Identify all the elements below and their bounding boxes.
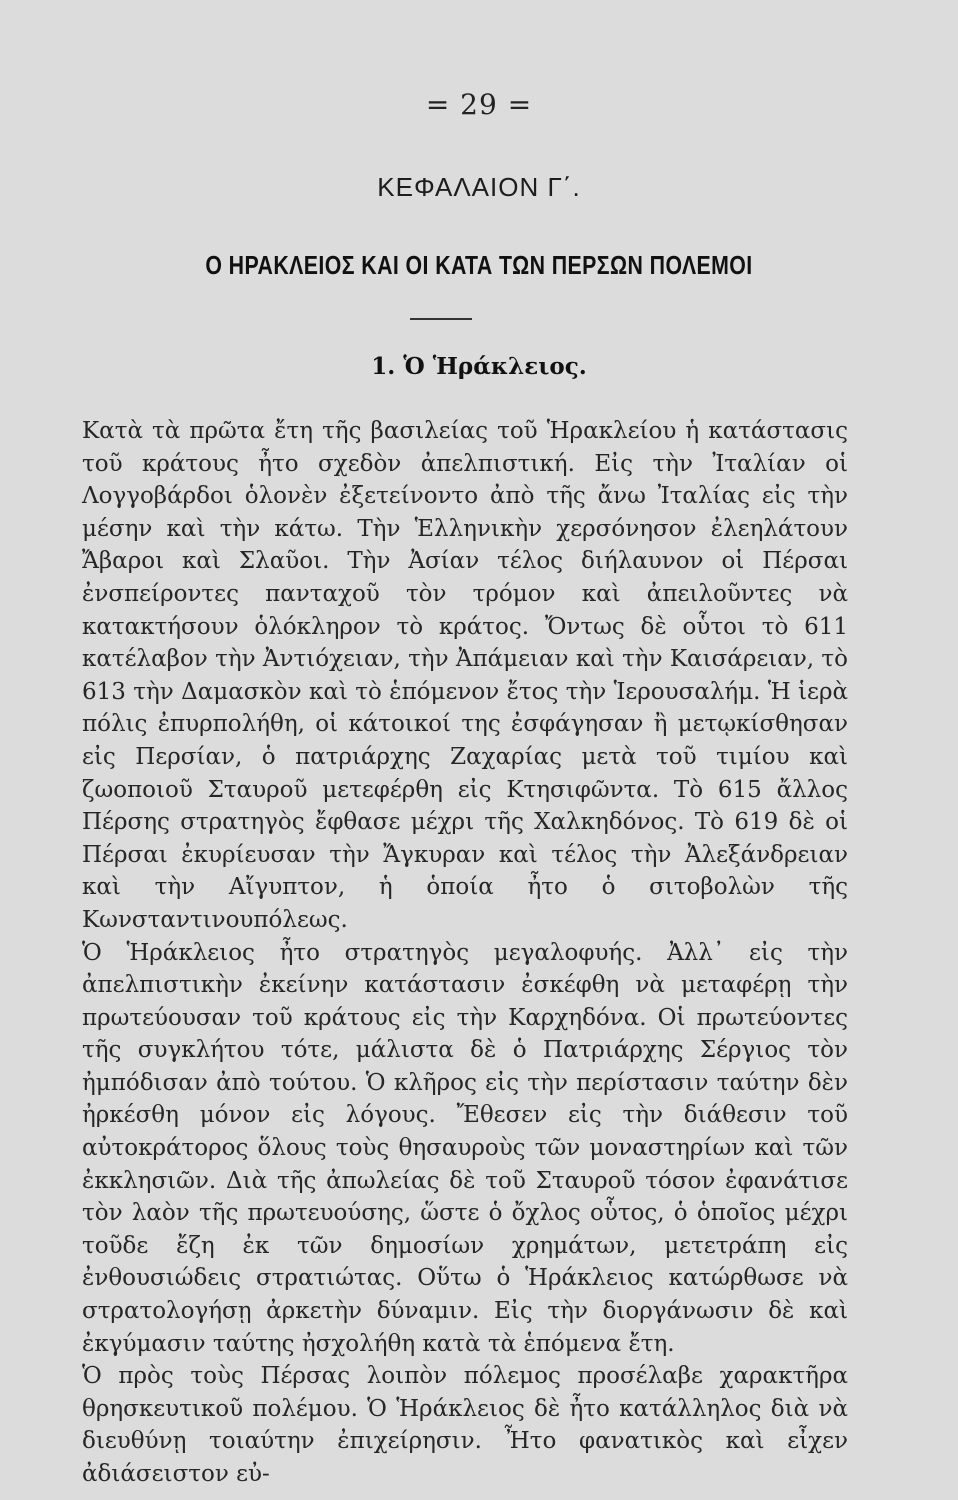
chapter-label: ΚΕΦΑΛΑΙΟΝ Γ΄. [377,172,581,202]
chapter-title: Ο ΗΡΑΚΛΕΙΟΣ ΚΑΙ ΟΙ ΚΑΤΑ ΤΩΝ ΠΕΡΣΩΝ ΠΟΛΕΜΟΙ [205,250,753,280]
paragraph: Ὁ πρὸς τοὺς Πέρσας λοιπὸν πόλεμος προσέλαβε χαρακτῆρα θρησκευτικοῦ πολέμου. Ὁ Ἡράκλειος δὲ ἦτο κατάλληλος διὰ νὰ διευθύνῃ τοιαύτην ἐπιχείρησιν. Ἦτο φανατικὸς καὶ εἶχεν ἀδιάσειστον εὐ- [82,1363,848,1487]
paragraph: Κατὰ τὰ πρῶτα ἔτη τῆς βασιλείας τοῦ Ἡρακλείου ἡ κατάστασις τοῦ κράτους ἦτο σχεδὸν ἀπελπιστική. Εἰς τὴν Ἰταλίαν οἱ Λογγοβάρδοι ὁλονὲν ἐξετείνοντο ἀπὸ τῆς ἄνω Ἰταλίας εἰς τὴν μέσην καὶ τὴν κάτω. Τὴν Ἑλληνικὴν χερσόνησον ἐλεηλάτουν Ἄβαροι καὶ Σλαῦοι. Τὴν Ἀσίαν τέλος διήλαυνον οἱ Πέρσαι ἐνσπείροντες πανταχοῦ τὸν τρόμον καὶ ἀπειλοῦντες νὰ κατακτήσουν ὁλόκληρον τὸ κράτος. Ὄντως δὲ οὗτοι τὸ 611 κατέλαβον τὴν Ἀντιόχειαν, τὴν Ἀπάμειαν καὶ τὴν Καισάρειαν, τὸ 613 τὴν Δαμασκὸν καὶ τὸ ἑπόμενον ἔτος τὴν Ἱερουσαλήμ. Ἡ ἱερὰ πόλις ἐπυρπολήθη, οἱ κάτοικοί της ἐσφάγησαν ἢ μετῳκίσθησαν εἰς Περσίαν, ὁ πατριάρχης Ζαχαρίας μετὰ τοῦ τιμίου καὶ ζωοποιοῦ Σταυροῦ μετεφέρθη εἰς Κτησιφῶντα. Τὸ 615 ἄλλος Πέρσης στρατηγὸς ἔφθασε μέχρι τῆς Χαλκηδόνος. Τὸ 619 δὲ οἱ Πέρσαι ἐκυρίευσαν τὴν Ἄγκυραν καὶ τέλος τὴν Ἀλεξάνδρειαν καὶ τὴν Αἴγυπτον, ἡ ὁποία ἦτο ὁ σιτοβολὼν τῆς Κωνσταντινουπόλεως. [82,418,848,933]
section-heading: 1. Ὁ Ἡράκλειος. [371,353,587,380]
title-divider [410,318,472,320]
body-text [82,415,848,1491]
page-number: = 29 = [425,88,533,121]
paragraph: Ὁ Ἡράκλειος ἦτο στρατηγὸς μεγαλοφυής. Ἀλλ᾽ εἰς τὴν ἀπελπιστικὴν ἐκείνην κατάστασιν ἐσκέφθη νὰ μεταφέρῃ τὴν πρωτεύουσαν τοῦ κράτους εἰς τὴν Καρχηδόνα. Οἱ πρωτεύοντες τῆς συγκλήτου τότε, μάλιστα δὲ ὁ Πατριάρχης Σέργιος τὸν ἠμπόδισαν ἀπὸ τούτου. Ὁ κλῆρος εἰς τὴν περίστασιν ταύτην δὲν ἠρκέσθη μόνον εἰς λόγους. Ἔθεσεν εἰς τὴν διάθεσιν τοῦ αὐτοκράτορος ὅλους τοὺς θησαυροὺς τῶν μοναστηρίων καὶ τῶν ἐκκλησιῶν. Διὰ τῆς ἀπωλείας δὲ τοῦ Σταυροῦ τόσον ἐφανάτισε τὸν λαὸν τῆς πρωτευούσης, ὥστε ὁ ὄχλος οὗτος, ὁ ὁποῖος μέχρι τοῦδε ἔζη ἐκ τῶν δημοσίων χρημάτων, μετετράπη εἰς ἐνθουσιώδεις στρατιώτας. Οὕτω ὁ Ἡράκλειος κατώρθωσε νὰ στρατολογήσῃ ἀρκετὴν δύναμιν. Εἰς τὴν διοργάνωσιν δὲ καὶ ἐκγύμασιν ταύτης ἠσχολήθη κατὰ τὰ ἑπόμενα ἔτη. [82,939,848,1357]
